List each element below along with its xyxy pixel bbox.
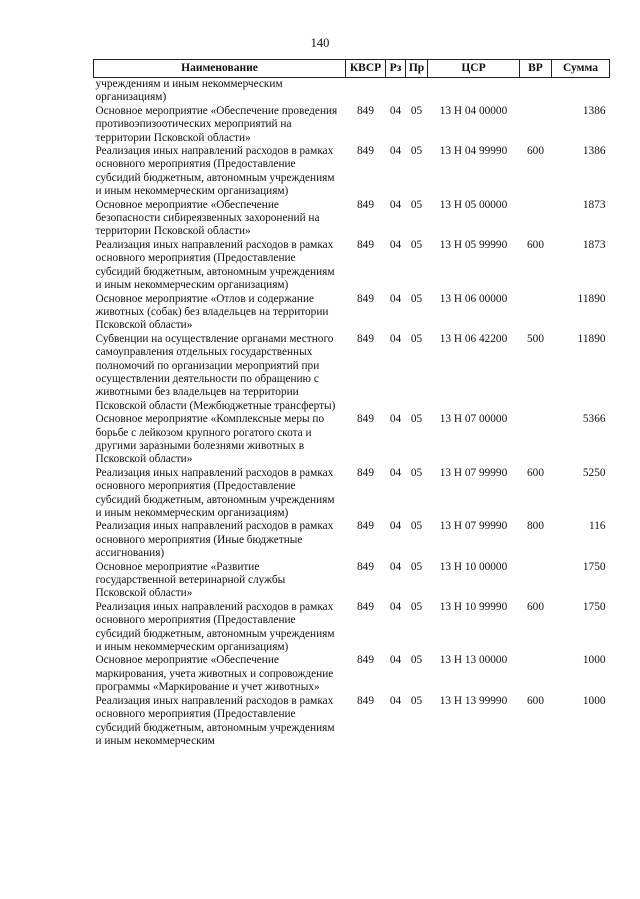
cell-kvsr: 849 bbox=[357, 238, 374, 251]
cell-pr: 05 bbox=[410, 104, 423, 117]
header-rz: Рз bbox=[386, 60, 406, 78]
table-row bbox=[94, 293, 610, 333]
cell-pr: 05 bbox=[410, 560, 423, 573]
cell-name: Реализация иных направлений расходов в рамках основного мероприятия (Предоставление субсидий бюджетным, автономным учреждениям и иным некоммерческим организациям) bbox=[95, 145, 335, 198]
cell-rz: 04 bbox=[389, 198, 402, 211]
cell-csr: 13 Н 07 00000 bbox=[439, 413, 508, 426]
table-row bbox=[94, 105, 610, 145]
cell-rz: 04 bbox=[389, 560, 402, 573]
cell-kvsr: 849 bbox=[357, 466, 374, 479]
table-row bbox=[94, 520, 610, 560]
cell-vr: 600 bbox=[527, 145, 544, 158]
cell-kvsr: 849 bbox=[357, 520, 374, 533]
cell-rz: 04 bbox=[389, 238, 402, 251]
cell-name: Реализация иных направлений расходов в рамках основного мероприятия (Иные бюджетные ассигнования) bbox=[95, 520, 334, 560]
cell-name: Основное мероприятие «Комплексные меры по борьбе с лейкозом крупного рогатого скота и другими заразными болезнями животных в Псковской области» bbox=[95, 413, 325, 466]
table-row bbox=[94, 333, 610, 413]
cell-rz: 04 bbox=[389, 600, 402, 613]
cell-csr: 13 Н 04 99990 bbox=[439, 145, 508, 158]
cell-vr bbox=[520, 654, 552, 694]
cell-rz: 04 bbox=[389, 694, 402, 707]
table-row bbox=[94, 654, 610, 694]
cell-csr bbox=[428, 78, 520, 105]
cell-csr: 13 Н 07 99990 bbox=[439, 466, 508, 479]
header-name: Наименование bbox=[94, 60, 346, 78]
cell-sum: 1873 bbox=[582, 198, 606, 211]
cell-csr: 13 Н 13 00000 bbox=[439, 654, 508, 667]
cell-name: Субвенции на осуществление органами местного самоуправления отдельных государственных полномочий по организации мероприятий при осуществлении деятельности по обращению с животными без владельцев на территории Псковской области (Межбюджетные трансферты) bbox=[95, 332, 336, 412]
cell-kvsr: 849 bbox=[357, 332, 374, 345]
cell-csr: 13 Н 13 99990 bbox=[439, 694, 508, 707]
cell-sum: 1873 bbox=[582, 238, 606, 251]
cell-name: Реализация иных направлений расходов в рамках основного мероприятия (Предоставление субсидий бюджетным, автономным учреждениям и иным некоммерческим организациям) bbox=[95, 600, 335, 654]
header-kvsr: КВСР bbox=[346, 60, 386, 78]
cell-sum: 1750 bbox=[582, 560, 606, 573]
cell-pr: 05 bbox=[410, 332, 423, 345]
cell-rz: 04 bbox=[389, 145, 402, 158]
header-sum: Сумма bbox=[552, 60, 610, 78]
page-number: 140 bbox=[310, 36, 330, 50]
cell-rz: 04 bbox=[389, 413, 402, 426]
table-row bbox=[94, 145, 610, 199]
cell-kvsr: 849 bbox=[357, 413, 374, 426]
table-row bbox=[94, 695, 610, 749]
header-csr: ЦСР bbox=[428, 60, 520, 78]
cell-kvsr bbox=[346, 78, 386, 105]
cell-csr: 13 Н 05 99990 bbox=[439, 238, 508, 251]
cell-name: Реализация иных направлений расходов в рамках основного мероприятия (Предоставление субсидий бюджетным, автономным учреждениям и иным некоммерческим организациям) bbox=[95, 466, 335, 519]
cell-name: Основное мероприятие «Обеспечение безопасности сибиреязвенных захоронений на территории Псковской области» bbox=[95, 198, 320, 238]
cell-vr bbox=[520, 199, 552, 239]
table-row bbox=[94, 78, 610, 105]
cell-pr: 05 bbox=[410, 654, 423, 667]
table-row bbox=[94, 239, 610, 293]
table-header bbox=[94, 60, 610, 78]
cell-pr: 05 bbox=[410, 292, 423, 305]
table-row bbox=[94, 561, 610, 601]
cell-pr: 05 bbox=[410, 413, 423, 426]
cell-sum bbox=[552, 78, 610, 105]
cell-pr: 05 bbox=[410, 694, 423, 707]
budget-table bbox=[93, 59, 610, 748]
table-body bbox=[94, 78, 610, 749]
cell-kvsr: 849 bbox=[357, 104, 374, 117]
cell-sum: 1386 bbox=[582, 104, 606, 117]
cell-name: Основное мероприятие «Развитие государственной ветеринарной службы Псковской области» bbox=[95, 560, 286, 600]
cell-kvsr: 849 bbox=[357, 292, 374, 305]
cell-sum: 1000 bbox=[582, 694, 606, 707]
cell-csr: 13 Н 04 00000 bbox=[439, 104, 508, 117]
cell-sum: 116 bbox=[588, 520, 606, 533]
cell-pr: 05 bbox=[410, 520, 423, 533]
cell-vr: 600 bbox=[527, 238, 544, 251]
cell-kvsr: 849 bbox=[357, 600, 374, 613]
table-row bbox=[94, 413, 610, 467]
cell-vr: 600 bbox=[527, 466, 544, 479]
cell-pr: 05 bbox=[410, 145, 423, 158]
cell-kvsr: 849 bbox=[357, 145, 374, 158]
cell-csr: 13 Н 05 00000 bbox=[439, 198, 508, 211]
cell-kvsr: 849 bbox=[357, 654, 374, 667]
cell-vr bbox=[520, 413, 552, 467]
cell-csr: 13 Н 07 99990 bbox=[439, 520, 508, 533]
cell-sum: 1750 bbox=[582, 600, 606, 613]
cell-sum: 1000 bbox=[582, 654, 606, 667]
cell-vr: 600 bbox=[527, 600, 544, 613]
cell-csr: 13 Н 06 42200 bbox=[439, 332, 508, 345]
cell-vr bbox=[520, 293, 552, 333]
cell-name: Основное мероприятие «Обеспечение проведения противоэпизоотических мероприятий на территории Псковской области» bbox=[95, 104, 338, 144]
cell-pr: 05 bbox=[410, 238, 423, 251]
table-row bbox=[94, 199, 610, 239]
cell-vr: 800 bbox=[527, 520, 544, 533]
cell-rz: 04 bbox=[389, 292, 402, 305]
cell-pr: 05 bbox=[410, 198, 423, 211]
cell-kvsr: 849 bbox=[357, 198, 374, 211]
cell-csr: 13 Н 06 00000 bbox=[439, 292, 508, 305]
table-row bbox=[94, 467, 610, 521]
cell-rz: 04 bbox=[389, 654, 402, 667]
cell-kvsr: 849 bbox=[357, 560, 374, 573]
header-vr: ВР bbox=[520, 60, 552, 78]
cell-sum: 1386 bbox=[582, 145, 606, 158]
cell-vr bbox=[520, 561, 552, 601]
cell-kvsr: 849 bbox=[357, 694, 374, 707]
cell-name: учреждениям и иным некоммерческим организациям) bbox=[95, 78, 283, 104]
table-row bbox=[94, 601, 610, 655]
cell-csr: 13 Н 10 00000 bbox=[439, 560, 508, 573]
cell-sum: 5366 bbox=[582, 413, 606, 426]
cell-vr bbox=[520, 78, 552, 105]
header-pr: Пр bbox=[406, 60, 428, 78]
cell-rz bbox=[386, 78, 406, 105]
cell-rz: 04 bbox=[389, 332, 402, 345]
cell-sum: 11890 bbox=[577, 332, 606, 345]
cell-vr: 600 bbox=[527, 694, 544, 707]
cell-name: Основное мероприятие «Отлов и содержание животных (собак) без владельцев на территории Псковской области» bbox=[95, 292, 329, 332]
cell-vr bbox=[520, 105, 552, 145]
cell-sum: 5250 bbox=[582, 466, 606, 479]
cell-csr: 13 Н 10 99990 bbox=[439, 600, 508, 613]
cell-name: Реализация иных направлений расходов в рамках основного мероприятия (Предоставление субсидий бюджетным, автономным учреждениям и иным некоммерческим bbox=[95, 694, 335, 747]
cell-pr bbox=[406, 78, 428, 105]
cell-sum: 11890 bbox=[577, 292, 606, 305]
cell-name: Основное мероприятие «Обеспечение маркирования, учета животных и сопровождение программы «Маркирование и учет животных» bbox=[95, 654, 334, 694]
cell-rz: 04 bbox=[389, 104, 402, 117]
cell-rz: 04 bbox=[389, 466, 402, 479]
cell-name: Реализация иных направлений расходов в рамках основного мероприятия (Предоставление субсидий бюджетным, автономным учреждениям и иным некоммерческим организациям) bbox=[95, 238, 335, 292]
cell-rz: 04 bbox=[389, 520, 402, 533]
cell-pr: 05 bbox=[410, 600, 423, 613]
cell-vr: 500 bbox=[527, 332, 544, 345]
cell-pr: 05 bbox=[410, 466, 423, 479]
